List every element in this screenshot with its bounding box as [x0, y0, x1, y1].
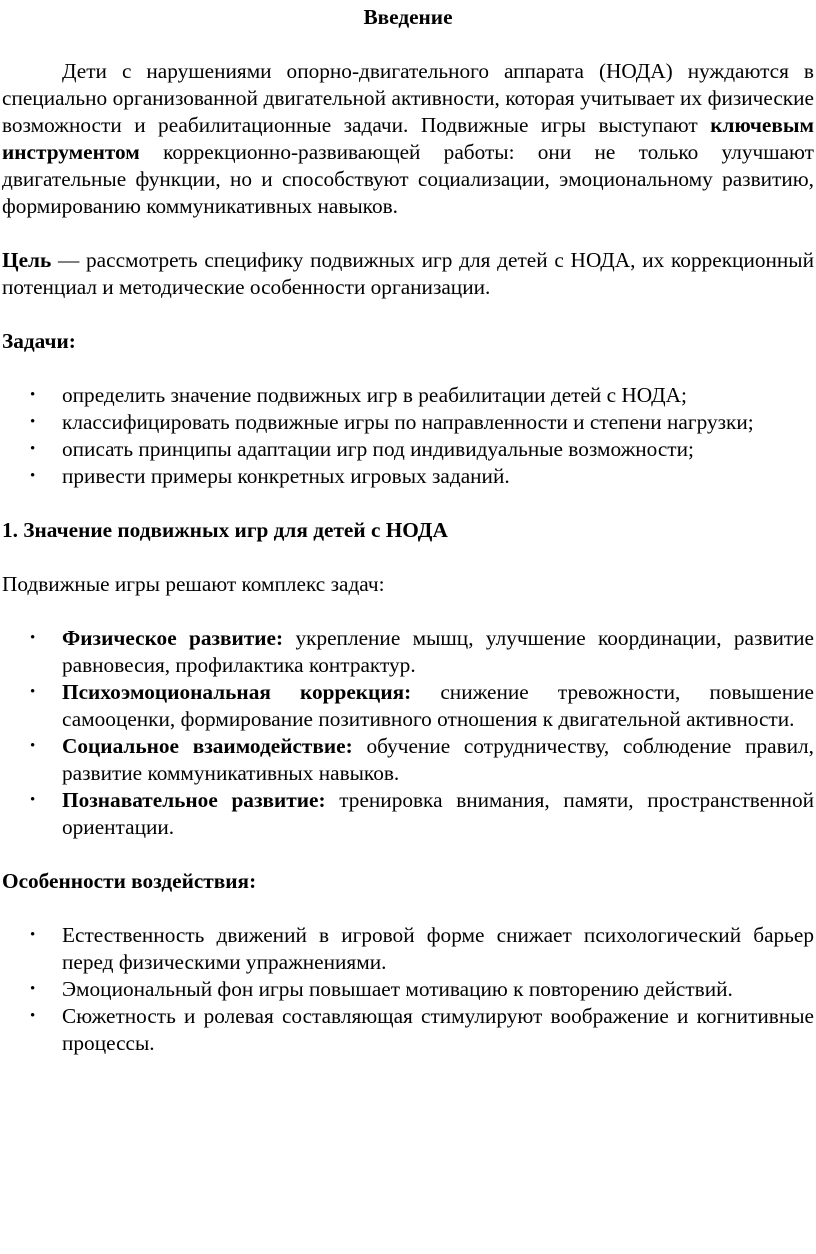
section1-list	[2, 625, 814, 841]
bullet-icon: •	[30, 738, 36, 754]
list-item	[2, 733, 814, 787]
bullet-icon: •	[30, 981, 36, 997]
spacer	[2, 841, 814, 868]
spacer	[2, 490, 814, 517]
list-item	[2, 787, 814, 841]
bullet-icon: •	[30, 1008, 36, 1024]
bullet-icon: •	[30, 441, 36, 457]
list-item-text: описать принципы адаптации игр под индивидуальные возможности;	[62, 437, 694, 461]
list-item-text: определить значение подвижных игр в реабилитации детей с НОДА;	[62, 383, 687, 407]
bullet-icon: •	[30, 387, 36, 403]
bullet-icon: •	[30, 927, 36, 943]
list-item-text: снижение тревожности, повышение самооценки, формирование позитивного отношения к двигательной активности.	[62, 680, 814, 731]
list-item	[2, 436, 814, 463]
list-item-label: Социальное взаимодействие:	[62, 734, 353, 758]
tasks-list	[2, 382, 814, 490]
features-list	[2, 922, 814, 1057]
bullet-icon: •	[30, 684, 36, 700]
list-item-text: Эмоциональный фон игры повышает мотивацию к повторению действий.	[62, 977, 733, 1001]
list-item	[2, 922, 814, 976]
list-item-label: Познавательное развитие:	[62, 788, 326, 812]
list-item-text: укрепление мышц, улучшение координации, развитие равновесия, профилактика контрактур.	[62, 626, 814, 677]
spacer	[2, 220, 814, 247]
list-item	[2, 679, 814, 733]
bullet-icon: •	[30, 468, 36, 484]
list-item-label: Психоэмоциональная коррекция:	[62, 680, 412, 704]
document-title: Введение	[363, 5, 453, 29]
list-item	[2, 976, 814, 1003]
intro-paragraph	[2, 58, 814, 220]
spacer	[2, 895, 814, 922]
list-item	[2, 625, 814, 679]
list-item-label: Физическое развитие:	[62, 626, 284, 650]
tasks-heading-text: Задачи:	[2, 329, 76, 353]
list-item-text: привести примеры конкретных игровых заданий.	[62, 464, 510, 488]
bullet-icon: •	[30, 792, 36, 808]
list-item	[2, 409, 814, 436]
features-heading-text: Особенности воздействия:	[2, 869, 257, 893]
list-item-text: Сюжетность и ролевая составляющая стимулируют воображение и когнитивные процессы.	[62, 1004, 814, 1055]
list-item-text: тренировка внимания, памяти, пространственной ориентации.	[62, 788, 814, 839]
goal-paragraph	[2, 247, 814, 301]
spacer	[2, 544, 814, 571]
spacer	[2, 355, 814, 382]
list-item-text: Естественность движений в игровой форме снижает психологический барьер перед физическими упражнениями.	[62, 923, 814, 974]
intro-bold-phrase: ключевым инструментом	[2, 113, 814, 164]
spacer	[2, 301, 814, 328]
tasks-heading	[2, 328, 814, 355]
list-item	[2, 382, 814, 409]
bullet-icon: •	[30, 414, 36, 430]
bullet-icon: •	[30, 630, 36, 646]
list-item	[2, 1003, 814, 1057]
goal-text: — рассмотреть специфику подвижных игр для детей с НОДА, их коррекционный потенциал и методические особенности организации.	[2, 248, 814, 299]
intro-text-part1: Дети с нарушениями опорно-двигательного аппарата (НОДА) нуждаются в специально организованной двигательной активности, которая учитывает их физические возможности и реабилитационные задачи. Подвижные игры выступают	[2, 59, 814, 137]
section1-lead: Подвижные игры решают комплекс задач:	[2, 572, 385, 596]
intro-text-part2: коррекционно-развивающей работы: они не только улучшают двигательные функции, но и способствуют социализации, эмоциональному развитию, формированию коммуникативных навыков.	[2, 140, 814, 218]
spacer	[2, 598, 814, 625]
section1-heading	[2, 517, 814, 544]
list-item-text: классифицировать подвижные игры по направленности и степени нагрузки;	[62, 410, 754, 434]
goal-label: Цель	[2, 248, 52, 272]
features-heading	[2, 868, 814, 895]
list-item	[2, 463, 814, 490]
list-item-text: обучение сотрудничеству, соблюдение правил, развитие коммуникативных навыков.	[62, 734, 814, 785]
section1-heading-text: 1. Значение подвижных игр для детей с НОДА	[2, 518, 448, 542]
